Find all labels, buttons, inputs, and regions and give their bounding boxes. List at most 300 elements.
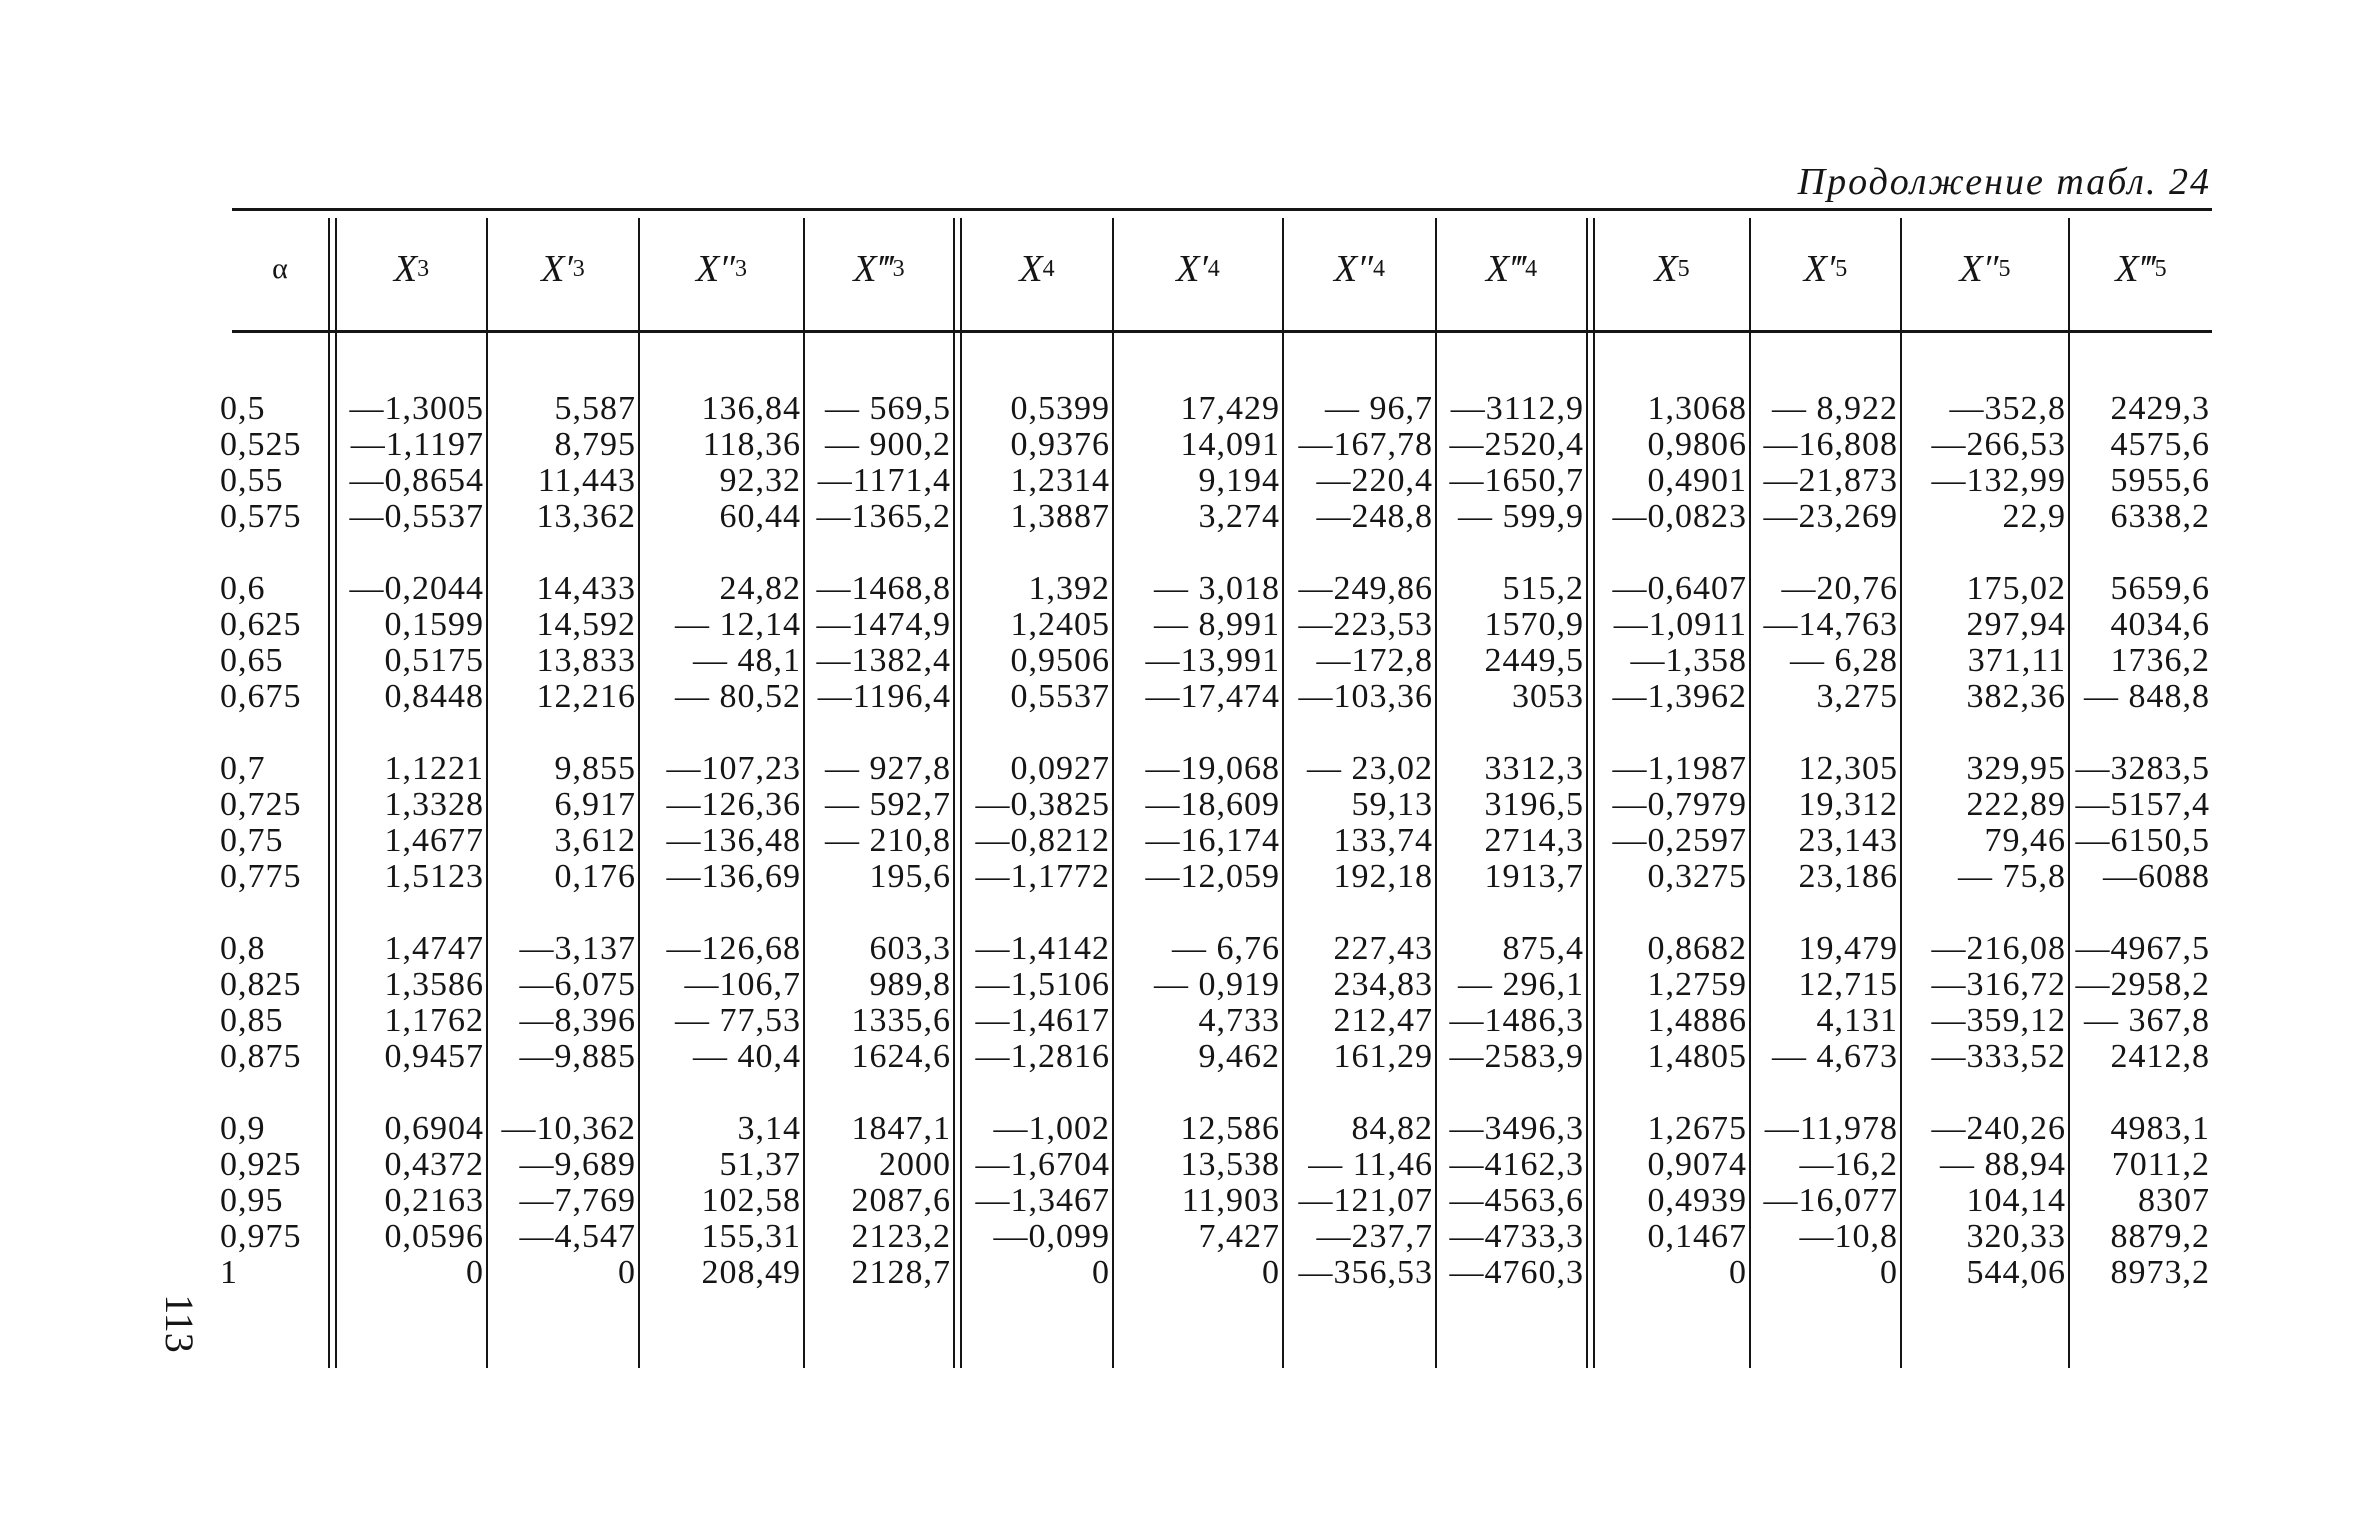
table-cell: — 210,8 (825, 822, 951, 859)
table-cell: —0,5537 (349, 498, 484, 535)
table-cell: 0,9457 (384, 1038, 484, 1075)
header-x3-subscript: 3 (417, 255, 430, 282)
table-cell: —1,358 (1630, 642, 1747, 679)
group-spacer (488, 1075, 636, 1111)
table-cell: 0,85 (220, 1002, 284, 1039)
column-x5-triple-prime (2070, 391, 2210, 1291)
table-cell: —106,7 (684, 966, 801, 1003)
table-cell: —4563,6 (1449, 1182, 1584, 1219)
table-cell: 8,795 (554, 426, 636, 463)
table-cell: —223,53 (1298, 606, 1433, 643)
table-cell: 1624,6 (851, 1038, 951, 1075)
table-cell: —1486,3 (1449, 1002, 1584, 1039)
group-spacer (1751, 895, 1898, 931)
table-cell: 1,4805 (1647, 1038, 1747, 1075)
table-cell: 13,833 (536, 642, 636, 679)
header-x3-prime (488, 208, 638, 330)
table-cell: — 48,1 (693, 642, 801, 679)
group-spacer (805, 535, 951, 571)
table-cell: 102,58 (701, 1182, 801, 1219)
table-cell: 0,525 (220, 426, 302, 463)
group-spacer (640, 535, 801, 571)
table-cell: 0,575 (220, 498, 302, 535)
page-number: 113 (156, 1294, 202, 1353)
table-cell: 2128,7 (851, 1254, 951, 1291)
table-cell: —3496,3 (1449, 1110, 1584, 1147)
table-cell: 59,13 (1351, 786, 1433, 823)
table-cell: 155,31 (701, 1218, 801, 1255)
table-cell: 14,592 (536, 606, 636, 643)
header-x5-triple-prime (2070, 208, 2212, 330)
table-cell: 0,0927 (1010, 750, 1110, 787)
group-spacer (1437, 895, 1584, 931)
table-cell: —4162,3 (1449, 1146, 1584, 1183)
group-spacer (805, 715, 951, 751)
table-cell: 104,14 (1966, 1182, 2066, 1219)
table-cell: 6338,2 (2110, 498, 2210, 535)
table-cell: 23,143 (1798, 822, 1898, 859)
table-cell: —248,8 (1316, 498, 1433, 535)
table-cell: —19,068 (1145, 750, 1280, 787)
table-cell: —10,8 (1799, 1218, 1898, 1255)
table-cell: 2087,6 (851, 1182, 951, 1219)
table-cell: 4983,1 (2110, 1110, 2210, 1147)
header-alpha (232, 208, 328, 330)
table-cell: — 367,8 (2084, 1002, 2210, 1039)
table-cell: —3112,9 (1450, 390, 1584, 427)
table-cell: —216,08 (1931, 930, 2066, 967)
table-cell: 0,625 (220, 606, 302, 643)
header-x4-prime-subscript: 4 (1207, 255, 1220, 282)
table-cell: —0,8654 (349, 462, 484, 499)
table-cell: 161,29 (1333, 1038, 1433, 1075)
table-cell: 329,95 (1966, 750, 2066, 787)
table-cell: —352,8 (1949, 390, 2066, 427)
group-spacer (640, 895, 801, 931)
group-spacer (332, 715, 484, 751)
table-cell: 0 (618, 1254, 636, 1291)
table-cell: —0,3825 (975, 786, 1110, 823)
group-spacer (1593, 535, 1747, 571)
table-cell: 603,3 (869, 930, 951, 967)
table-cell: — 900,2 (825, 426, 951, 463)
table-cell: 0,5399 (1010, 390, 1110, 427)
table-cell: 208,49 (701, 1254, 801, 1291)
group-spacer (640, 715, 801, 751)
table-cell: —240,26 (1931, 1110, 2066, 1147)
header-x5-double-prime-subscript: 5 (1998, 255, 2011, 282)
table-cell: —359,12 (1931, 1002, 2066, 1039)
table-cell: 1570,9 (1484, 606, 1584, 643)
table-cell: 0 (1262, 1254, 1280, 1291)
group-spacer (1437, 715, 1584, 751)
header-x4-double-prime (1284, 208, 1435, 330)
table-cell: — 592,7 (825, 786, 951, 823)
table-cell: —20,76 (1781, 570, 1898, 607)
table-cell: — 77,53 (675, 1002, 801, 1039)
table-cell: 0,9074 (1647, 1146, 1747, 1183)
table-cell: 11,443 (537, 462, 636, 499)
table-cell: 0 (1092, 1254, 1110, 1291)
header-x3-double-prime-subscript: 3 (735, 255, 748, 282)
table-cell: 1,2314 (1010, 462, 1110, 499)
column-x3-prime (488, 391, 636, 1291)
group-spacer (332, 895, 484, 931)
table-cell: 0,9 (220, 1110, 266, 1147)
header-x3-prime-subscript: 3 (572, 255, 585, 282)
table-cell: 175,02 (1966, 570, 2066, 607)
group-spacer (1902, 715, 2066, 751)
group-spacer (1751, 535, 1898, 571)
header-x3-triple-prime-label: X‴ (853, 248, 893, 290)
table-cell: — 40,4 (693, 1038, 801, 1075)
table-cell: —167,78 (1298, 426, 1433, 463)
table-cell: 1913,7 (1484, 858, 1584, 895)
table-cell: 7011,2 (2111, 1146, 2210, 1183)
group-spacer (1902, 895, 2066, 931)
table-cell: —1,0911 (1613, 606, 1747, 643)
group-spacer (1284, 895, 1433, 931)
column-x4-double-prime (1284, 391, 1433, 1291)
table-cell: —316,72 (1931, 966, 2066, 1003)
table-cell: — 96,7 (1325, 390, 1433, 427)
table-cell: 2000 (879, 1146, 951, 1183)
column-x5-prime (1751, 391, 1898, 1291)
table-cell: 0,725 (220, 786, 302, 823)
table-cell: —126,36 (666, 786, 801, 823)
table-cell: 515,2 (1502, 570, 1584, 607)
table-cell: 118,36 (702, 426, 801, 463)
table-cell: —13,991 (1145, 642, 1280, 679)
table-cell: 1736,2 (2110, 642, 2210, 679)
header-x3-double-prime-label: X″ (695, 248, 736, 290)
table-cell: 22,9 (2002, 498, 2066, 535)
table-cell: 24,82 (719, 570, 801, 607)
table-cell: 9,194 (1198, 462, 1280, 499)
table-cell: 1,2759 (1647, 966, 1747, 1003)
table-cell: —0,0823 (1612, 498, 1747, 535)
table-cell: 19,312 (1798, 786, 1898, 823)
table-cell: 0,0596 (384, 1218, 484, 1255)
table-cell: —23,269 (1763, 498, 1898, 535)
header-x5-prime (1751, 208, 1900, 330)
table-cell: 3,275 (1816, 678, 1898, 715)
table-cell: 3,612 (554, 822, 636, 859)
header-x5-label: X (1654, 248, 1678, 290)
table-cell: —4733,3 (1449, 1218, 1584, 1255)
header-x5-double-prime (1902, 208, 2068, 330)
table-cell: 0,7 (220, 750, 266, 787)
header-x4 (962, 208, 1112, 330)
table-cell: 13,538 (1180, 1146, 1280, 1183)
table-cell: —249,86 (1298, 570, 1433, 607)
table-cell: 4034,6 (2110, 606, 2210, 643)
group-spacer (220, 535, 325, 571)
table-cell: 0,5 (220, 390, 266, 427)
table-cell: —6,075 (519, 966, 636, 1003)
table-cell: 13,362 (536, 498, 636, 535)
table-cell: —3283,5 (2075, 750, 2210, 787)
group-spacer (1593, 1075, 1747, 1111)
header-bottom-rule (232, 330, 2212, 333)
table-cell: —12,059 (1145, 858, 1280, 895)
table-cell: 1335,6 (851, 1002, 951, 1039)
table-cell: 0,176 (554, 858, 636, 895)
table-cell: —4967,5 (2075, 930, 2210, 967)
table-cell: 4,131 (1816, 1002, 1898, 1039)
table-cell: —18,609 (1145, 786, 1280, 823)
column-x3-triple-prime (805, 391, 951, 1291)
table-cell: 1,4677 (384, 822, 484, 859)
table-cell: —0,6407 (1612, 570, 1747, 607)
table-cell: —136,48 (666, 822, 801, 859)
column-x5-double-prime (1902, 391, 2066, 1291)
table-cell: 1,392 (1028, 570, 1110, 607)
table-cell: — 88,94 (1940, 1146, 2066, 1183)
table-cell: 0,75 (220, 822, 284, 859)
table-cell: —1,4617 (975, 1002, 1110, 1039)
group-spacer (2070, 715, 2210, 751)
table-cell: 12,586 (1180, 1110, 1280, 1147)
table-cell: —8,396 (519, 1002, 636, 1039)
table-cell: 0,1467 (1647, 1218, 1747, 1255)
table-cell: 195,6 (869, 858, 951, 895)
table-cell: 2449,5 (1484, 642, 1584, 679)
header-x4-double-prime-label: X″ (1333, 248, 1374, 290)
table-cell: — 80,52 (675, 678, 801, 715)
table-cell: 0 (1729, 1254, 1747, 1291)
header-x5-triple-prime-label: X‴ (2115, 248, 2155, 290)
header-x3-triple-prime (805, 208, 953, 330)
column-x5 (1593, 391, 1747, 1291)
table-cell: 12,216 (536, 678, 636, 715)
table-cell: 79,46 (1984, 822, 2066, 859)
table-cell: 0,5175 (384, 642, 484, 679)
table-cell: — 75,8 (1958, 858, 2066, 895)
table-cell: —126,68 (666, 930, 801, 967)
table-cell: —0,2044 (349, 570, 484, 607)
table-cell: 1,2675 (1647, 1110, 1747, 1147)
table-cell: 1847,1 (851, 1110, 951, 1147)
table-cell: — 8,922 (1772, 390, 1898, 427)
table-cell: —16,808 (1763, 426, 1898, 463)
group-spacer (488, 535, 636, 571)
table-cell: 133,74 (1333, 822, 1433, 859)
table-cell: 0,8 (220, 930, 266, 967)
table-cell: — 3,018 (1154, 570, 1280, 607)
table-cell: 0,4939 (1647, 1182, 1747, 1219)
table-cell: — 848,8 (2084, 678, 2210, 715)
table-cell: 14,091 (1180, 426, 1280, 463)
table-cell: 8879,2 (2110, 1218, 2210, 1255)
table-cell: 1,3887 (1010, 498, 1110, 535)
table-cell: — 296,1 (1458, 966, 1584, 1003)
table-cell: 222,89 (1966, 786, 2066, 823)
table-cell: 1,2405 (1010, 606, 1110, 643)
group-spacer (1114, 715, 1280, 751)
table-cell: —103,36 (1298, 678, 1433, 715)
table-cell: 1,1762 (384, 1002, 484, 1039)
table-cell: —1,002 (993, 1110, 1110, 1147)
table-cell: —2583,9 (1449, 1038, 1584, 1075)
group-spacer (960, 1075, 1110, 1111)
header-x5-triple-prime-subscript: 5 (2154, 255, 2167, 282)
group-spacer (488, 715, 636, 751)
table-cell: —1,1772 (975, 858, 1110, 895)
group-spacer (2070, 535, 2210, 571)
table-cell: —1,2816 (975, 1038, 1110, 1075)
table-cell: —0,099 (993, 1218, 1110, 1255)
table-cell: 0,8448 (384, 678, 484, 715)
table-cell: 1,4747 (384, 930, 484, 967)
table-cell: 6,917 (554, 786, 636, 823)
table-cell: 17,429 (1180, 390, 1280, 427)
header-x3-double-prime (640, 208, 803, 330)
table-cell: 1 (220, 1254, 238, 1291)
table-cell: 0,675 (220, 678, 302, 715)
header-x4-triple-prime-subscript: 4 (1525, 255, 1538, 282)
group-spacer (2070, 895, 2210, 931)
table-cell: 1,4886 (1647, 1002, 1747, 1039)
group-spacer (640, 1075, 801, 1111)
table-cell: —6150,5 (2075, 822, 2210, 859)
group-spacer (332, 535, 484, 571)
group-spacer (1593, 895, 1747, 931)
table-cell: —16,077 (1763, 1182, 1898, 1219)
data-table (220, 208, 2212, 1378)
table-cell: 8307 (2138, 1182, 2210, 1219)
table-cell: 9,462 (1198, 1038, 1280, 1075)
table-cell: —1,1987 (1612, 750, 1747, 787)
table-cell: —1,3467 (975, 1182, 1110, 1219)
group-spacer (332, 1075, 484, 1111)
table-cell: —237,7 (1316, 1218, 1433, 1255)
table-cell: —132,99 (1931, 462, 2066, 499)
table-cell: —1468,8 (816, 570, 951, 607)
table-cell: 1,3068 (1647, 390, 1747, 427)
table-cell: 5955,6 (2110, 462, 2210, 499)
table-cell: 11,903 (1181, 1182, 1280, 1219)
table-cell: 23,186 (1798, 858, 1898, 895)
table-cell: 2714,3 (1484, 822, 1584, 859)
table-cell: —1171,4 (817, 462, 951, 499)
table-cell: —17,474 (1145, 678, 1280, 715)
table-cell: 0,9806 (1647, 426, 1747, 463)
table-cell: —14,763 (1763, 606, 1898, 643)
table-cell: 4,733 (1198, 1002, 1280, 1039)
table-cell: — 23,02 (1307, 750, 1433, 787)
table-cell: 5,587 (554, 390, 636, 427)
table-cell: 0,65 (220, 642, 284, 679)
header-x4-subscript: 4 (1042, 255, 1055, 282)
group-spacer (220, 715, 325, 751)
table-cell: —333,52 (1931, 1038, 2066, 1075)
header-x5 (1595, 208, 1749, 330)
table-cell: 0,9376 (1010, 426, 1110, 463)
table-cell: 0,3275 (1647, 858, 1747, 895)
table-cell: — 599,9 (1458, 498, 1584, 535)
table-cell: —11,978 (1764, 1110, 1898, 1147)
table-cell: —21,873 (1763, 462, 1898, 499)
table-cell: —7,769 (519, 1182, 636, 1219)
table-cell: 136,84 (701, 390, 801, 427)
table-cell: —3,137 (519, 930, 636, 967)
group-spacer (1751, 715, 1898, 751)
table-cell: 5659,6 (2110, 570, 2210, 607)
table-cell: 0,975 (220, 1218, 302, 1255)
table-cell: —1474,9 (816, 606, 951, 643)
table-cell: — 0,919 (1154, 966, 1280, 1003)
group-spacer (1437, 535, 1584, 571)
table-cell: 0,775 (220, 858, 302, 895)
group-spacer (1437, 1075, 1584, 1111)
table-cell: 0,825 (220, 966, 302, 1003)
table-cell: 192,18 (1333, 858, 1433, 895)
table-cell: 84,82 (1351, 1110, 1433, 1147)
table-cell: —6088 (2103, 858, 2210, 895)
table-cell: — 12,14 (675, 606, 801, 643)
table-cell: —16,174 (1145, 822, 1280, 859)
table-cell: 3196,5 (1484, 786, 1584, 823)
table-cell: — 6,76 (1172, 930, 1280, 967)
group-spacer (960, 715, 1110, 751)
table-cell: 0,1599 (384, 606, 484, 643)
group-spacer (488, 895, 636, 931)
table-cell: 7,427 (1198, 1218, 1280, 1255)
table-cell: —1382,4 (816, 642, 951, 679)
table-cell: 382,36 (1966, 678, 2066, 715)
table-cell: 0 (1880, 1254, 1898, 1291)
table-cell: — 927,8 (825, 750, 951, 787)
group-spacer (220, 1075, 325, 1111)
table-cell: 0,4372 (384, 1146, 484, 1183)
table-cell: —1,3962 (1612, 678, 1747, 715)
table-cell: —1,5106 (975, 966, 1110, 1003)
header-x4-label: X (1019, 248, 1043, 290)
group-spacer (1284, 1075, 1433, 1111)
header-alpha-label: α (272, 252, 288, 285)
table-cell: — 8,991 (1154, 606, 1280, 643)
table-cell: —9,689 (519, 1146, 636, 1183)
table-cell: —220,4 (1316, 462, 1433, 499)
table-caption: Продолжение табл. 24 (1797, 161, 2211, 203)
column-alpha (220, 391, 325, 1291)
table-cell: —266,53 (1931, 426, 2066, 463)
table-cell: 875,4 (1502, 930, 1584, 967)
header-x4-triple-prime (1437, 208, 1586, 330)
group-spacer (2070, 1075, 2210, 1111)
table-cell: 4575,6 (2110, 426, 2210, 463)
header-x4-prime-label: X′ (1176, 248, 1208, 290)
table-cell: 1,3328 (384, 786, 484, 823)
table-cell: 989,8 (869, 966, 951, 1003)
table-cell: —1196,4 (817, 678, 951, 715)
group-spacer (1114, 1075, 1280, 1111)
column-x3-double-prime (640, 391, 801, 1291)
table-cell: —4,547 (519, 1218, 636, 1255)
table-cell: 0,5537 (1010, 678, 1110, 715)
table-cell: 0,2163 (384, 1182, 484, 1219)
header-x4-double-prime-subscript: 4 (1373, 255, 1386, 282)
table-cell: 0 (466, 1254, 484, 1291)
table-cell: —0,8212 (975, 822, 1110, 859)
header-x3-triple-prime-subscript: 3 (892, 255, 905, 282)
column-x4 (960, 391, 1110, 1291)
table-cell: —1,1197 (350, 426, 484, 463)
table-cell: 0,9506 (1010, 642, 1110, 679)
group-spacer (1902, 1075, 2066, 1111)
header-x3 (337, 208, 486, 330)
